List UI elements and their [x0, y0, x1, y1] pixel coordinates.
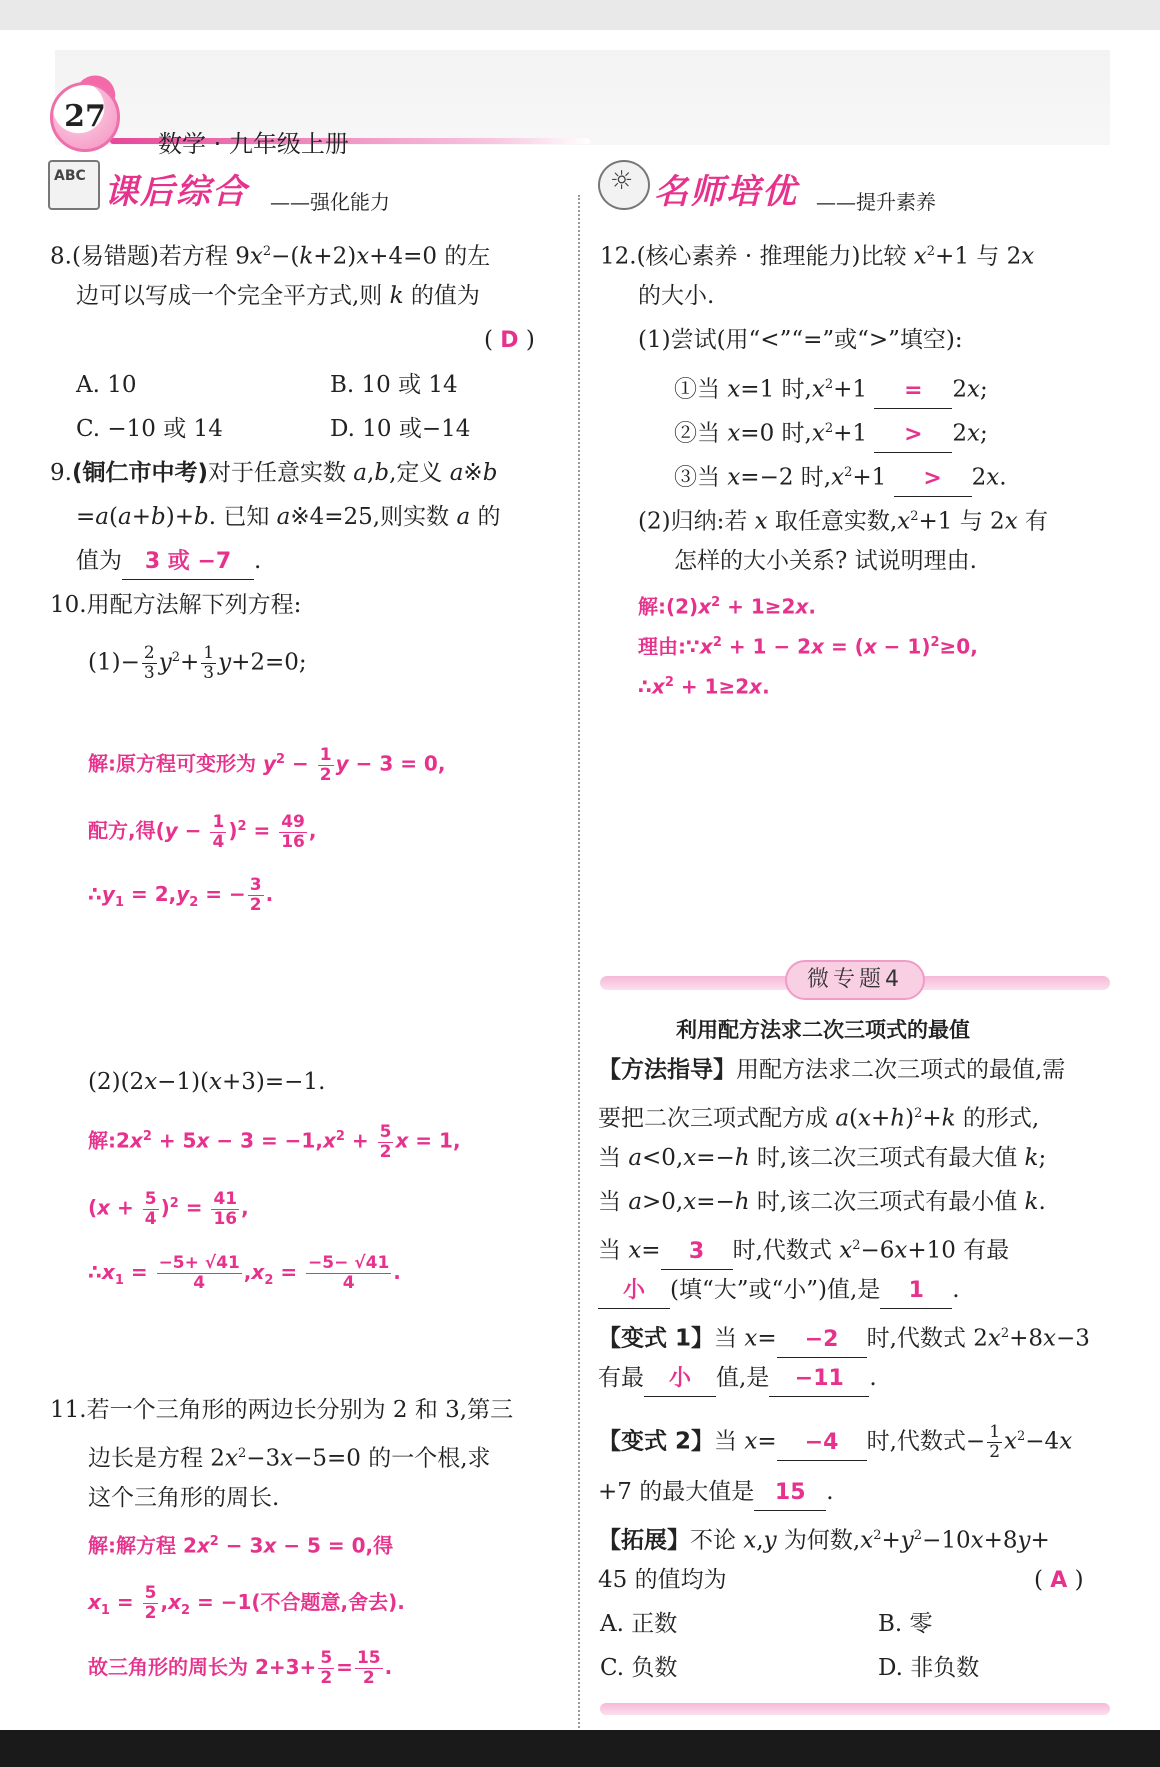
book-icon: ABC — [48, 160, 100, 210]
topic-badge: 微专题4 — [785, 960, 925, 1000]
q8-option-a: A. 10 — [76, 372, 137, 398]
q12-part2-line2: 怎样的大小关系? 试说明理由. — [674, 548, 977, 574]
q10-part2: (2)(2x−1)(x+3)=−1. — [88, 1069, 326, 1095]
page-number-badge — [50, 82, 120, 152]
lamp-icon: ☼ — [598, 160, 650, 210]
q11-sol-line1: 解:解方程 $2x^2 - 3x - 5 = 0$,得 — [88, 1533, 394, 1558]
q12-part1: (1)尝试(用“<”“=”或“>”填空): — [638, 327, 963, 353]
q9-line1: 9.(铜仁市中考)对于任意实数 a,b,定义 a※b — [50, 460, 498, 486]
variant1-line1: 【变式 1】当 x= −2 时,代数式 $2x^2+8x-3$ — [598, 1312, 1090, 1361]
page-number: 27 — [64, 99, 106, 134]
variant2-line2: +7 的最大值是 15 . — [598, 1470, 834, 1514]
q10-sol1-line2: 配方,得(y − $\frac{1}{4}$ )$^2$ = $\frac{49}{16}$ , — [88, 811, 317, 852]
q10-sol2-line3: $\therefore x_1$ = $\frac{-5+ √41}{4}$ $,x_2$ = $\frac{-5- √41}{4}$ . — [88, 1253, 401, 1293]
q11-sol-line3: 故三角形的周长为 2+3+ $\frac{5}{2}$ = $\frac{15}{2}$ . — [88, 1648, 393, 1688]
q12-line2: 的大小. — [638, 283, 715, 309]
topic-method-line4: 当 a>0,x=−h 时,该二次三项式有最小值 k. — [598, 1189, 1046, 1215]
q12-case2: ②当 x=0 时$,x^2+1 > 2x$; — [674, 407, 988, 456]
variant2-line1: 【变式 2】当 x= −4 时,代数式− $\frac{1}{2}$ $x^2-4x$ — [598, 1422, 1073, 1463]
topic-bottom-bar — [600, 1703, 1110, 1715]
q11-sol-line2: $x_1$ = $\frac{5}{2}$ $,x_2 = -1$(不合题意,舍去). — [88, 1583, 405, 1623]
extension-line1: 【拓展】不论 x,y 为何数$,x^2+y^2-10x+8y+$ — [598, 1527, 1050, 1554]
topic-example-line2: 小 (填“大”或“小”)值,是 1 . — [598, 1268, 960, 1312]
variant1-line2: 有最 小 值,是 −11 . — [598, 1356, 877, 1400]
q8-option-b: B. 10 或 14 — [330, 372, 458, 398]
q10-sol1-line3: $\therefore y_1 = 2,y_2$ = − $\frac{3}{2}$ . — [88, 875, 274, 915]
q10-stem: 10.用配方法解下列方程: — [50, 592, 302, 618]
q9-line2: =a(a+b)+b. 已知 a※4=25,则实数 a 的 — [76, 504, 501, 530]
page — [0, 30, 1160, 1730]
section-header-left — [48, 160, 428, 214]
topic-example-line1: 当 x= 3 时,代数式 $x^2-6x+10$ 有最 — [598, 1224, 1009, 1273]
q12-part2-line1: (2)归纳:若 x 取任意实数$,x^2+1$ 与 2x 有 — [638, 508, 1048, 535]
extension-answer: A — [1050, 1568, 1068, 1593]
topic-title: 利用配方法求二次三项式的最值 — [676, 1018, 970, 1042]
section-title-left: 课后综合 — [104, 172, 248, 212]
q12-sol-line3: $\therefore x^2 + 1\ge 2x$. — [638, 674, 770, 699]
q12-case3: ③当 x=−2 时$,x^2+1 > 2x$. — [674, 451, 1007, 500]
top-strip — [0, 0, 1160, 30]
section-header-right — [598, 160, 998, 214]
q11-line2: 边长是方程 $2x^2-3x-5=0$ 的一个根,求 — [88, 1445, 491, 1472]
q12-line1: 12.(核心素养 · 推理能力)比较 $x^2+1$ 与 2x — [600, 243, 1035, 270]
extension-line2: 45 的值均为 — [598, 1567, 727, 1593]
q8-option-c: C. −10 或 14 — [76, 416, 223, 442]
topic-method-line1: 【方法指导】用配方法求二次三项式的最值,需 — [598, 1057, 1066, 1083]
q10-sol1-line1: 解:原方程可变形为 $y^2$ − $\frac{1}{2}$ y − 3 = 0, — [88, 744, 446, 785]
q11-line3: 这个三角形的周长. — [88, 1485, 280, 1511]
topic-method-line2: 要把二次三项式配方成 $a(x+h)^2+k$ 的形式, — [598, 1105, 1040, 1132]
q8-line2: 边可以写成一个完全平方式,则 k 的值为 — [76, 283, 480, 309]
book-title: 数学 · 九年级上册 — [158, 130, 349, 158]
q8-option-d: D. 10 或−14 — [330, 416, 471, 442]
column-divider — [578, 195, 580, 1735]
q10-sol2-line1: 解$:2x^2 + 5x - 3 = -1,x^2$ + $\frac{5}{2}$ x = 1, — [88, 1121, 461, 1162]
bottom-strip — [0, 1730, 1160, 1767]
section-subtitle-right: ——提升素养 — [816, 190, 936, 214]
extension-answer-paren: ( A ) — [1034, 1567, 1084, 1593]
q8-answer-paren: ( D ) — [484, 327, 535, 353]
topic-method-line3: 当 a<0,x=−h 时,该二次三项式有最大值 k; — [598, 1145, 1047, 1171]
q8-line1: 8.(易错题)若方程 $9x^2-(k+2)x+4=0$ 的左 — [50, 243, 491, 270]
q11-line1: 11.若一个三角形的两边长分别为 2 和 3,第三 — [50, 1397, 514, 1423]
q12-case1: ①当 x=1 时$,x^2+1 = 2x$; — [674, 363, 988, 412]
q12-sol-line2: 理由$:\because x^2 + 1 - 2x = (x - 1)^2\ge 0$, — [638, 634, 978, 659]
extension-option-b: B. 零 — [878, 1611, 933, 1637]
extension-option-d: D. 非负数 — [878, 1655, 980, 1681]
extension-option-a: A. 正数 — [600, 1611, 678, 1637]
q9-line3: 值为 3 或 −7 . — [76, 539, 261, 583]
section-subtitle-left: ——强化能力 — [270, 190, 390, 214]
q8-answer: D — [500, 328, 519, 353]
extension-option-c: C. 负数 — [600, 1655, 678, 1681]
q10-sol2-line2: (x + $\frac{5}{4}$ )$^2$ = $\frac{41}{16}$ , — [88, 1188, 249, 1229]
q12-sol-line1: 解$:(2)x^2 + 1\ge 2x$. — [638, 594, 816, 619]
q10-part1: (1)− $\frac{2}{3}$ $y^2+$ $\frac{1}{3}$ y+2=0; — [88, 643, 307, 684]
q9-answer: 3 或 −7 — [122, 545, 254, 580]
section-title-right: 名师培优 — [654, 172, 798, 212]
